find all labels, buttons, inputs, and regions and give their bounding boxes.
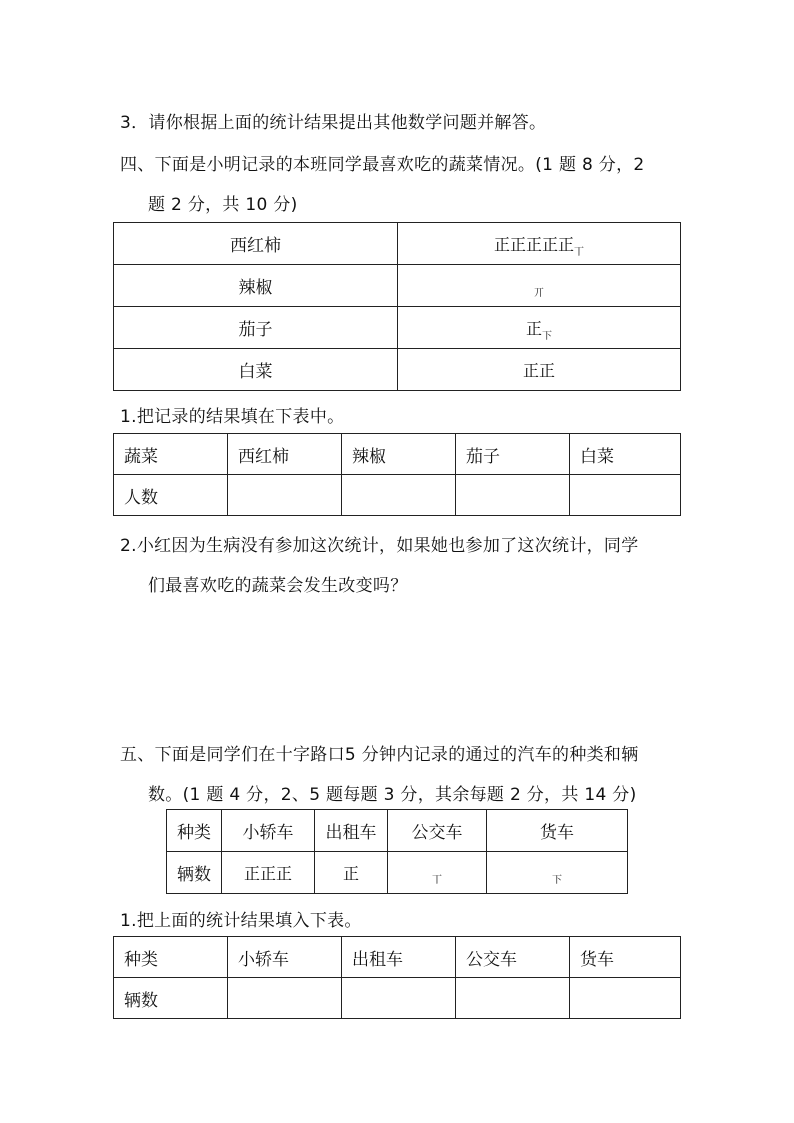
header-cell: 小轿车 xyxy=(228,937,342,978)
header-cell: 西红柿 xyxy=(228,434,342,475)
vegetable-tally-table xyxy=(113,222,681,391)
header-cell: 出租车 xyxy=(315,810,388,852)
table-row xyxy=(114,937,681,978)
section-5-title-cont: 数。(1 题 4 分，2、5 题每题 3 分，其余每题 2 分，共 14 分) xyxy=(148,785,637,805)
table-row xyxy=(114,978,681,1019)
vehicle-tally-table xyxy=(166,809,628,894)
table-row xyxy=(114,475,681,516)
question-3: 3．请你根据上面的统计结果提出其他数学问题并解答。 xyxy=(120,113,547,133)
header-cell: 蔬菜 xyxy=(114,434,228,475)
vegetable-name: 白菜 xyxy=(114,349,398,391)
header-cell: 公交车 xyxy=(456,937,570,978)
vegetable-fill-table xyxy=(113,433,681,516)
answer-cell[interactable] xyxy=(570,978,681,1019)
tally-marks: 正 xyxy=(525,319,542,338)
answer-cell[interactable] xyxy=(342,978,456,1019)
section-4-title: 四、下面是小明记录的本班同学最喜欢吃的蔬菜情况。(1 题 8 分，2 xyxy=(120,155,645,175)
header-cell: 种类 xyxy=(114,937,228,978)
tally-marks: 正正正正正 xyxy=(493,235,574,254)
header-cell: 白菜 xyxy=(570,434,681,475)
section-5-title: 五、下面是同学们在十字路口5 分钟内记录的通过的汽车的种类和辆 xyxy=(120,745,639,765)
section-4-q1: 1.把记录的结果填在下表中。 xyxy=(120,407,345,427)
table-row xyxy=(114,434,681,475)
answer-cell[interactable] xyxy=(456,475,570,516)
answer-cell[interactable] xyxy=(342,475,456,516)
row-label: 辆数 xyxy=(114,978,228,1019)
tally-marks: 正 xyxy=(342,864,359,883)
vegetable-name: 茄子 xyxy=(114,307,398,349)
tally-cell xyxy=(487,852,628,894)
table-row xyxy=(114,265,681,307)
table-row xyxy=(167,810,628,852)
header-cell: 种类 xyxy=(167,810,222,852)
tally-marks: 丅 xyxy=(432,874,442,886)
table-row xyxy=(114,307,681,349)
row-label: 人数 xyxy=(114,475,228,516)
section-4-q2: 2.小红因为生病没有参加这次统计，如果她也参加了这次统计，同学 xyxy=(120,536,639,556)
section-4-q2-cont: 们最喜欢吃的蔬菜会发生改变吗？ xyxy=(148,576,408,596)
header-cell: 小轿车 xyxy=(222,810,315,852)
tally-cell xyxy=(398,349,681,391)
answer-cell[interactable] xyxy=(228,978,342,1019)
vegetable-name: 辣椒 xyxy=(114,265,398,307)
tally-marks: 下 xyxy=(552,874,562,886)
tally-cell xyxy=(398,307,681,349)
answer-cell[interactable] xyxy=(570,475,681,516)
tally-cell xyxy=(398,223,681,265)
tally-tail: 丅 xyxy=(574,247,584,258)
answer-cell[interactable] xyxy=(228,475,342,516)
vehicle-fill-table xyxy=(113,936,681,1019)
vegetable-name: 西红柿 xyxy=(114,223,398,265)
table-row xyxy=(114,223,681,265)
header-cell: 货车 xyxy=(487,810,628,852)
tally-tail: 下 xyxy=(542,331,552,342)
section-5-q1: 1.把上面的统计结果填入下表。 xyxy=(120,911,362,931)
tally-marks: 正正 xyxy=(522,361,555,380)
header-cell: 茄子 xyxy=(456,434,570,475)
tally-cell xyxy=(315,852,388,894)
table-row xyxy=(114,349,681,391)
header-cell: 公交车 xyxy=(388,810,487,852)
row-label: 辆数 xyxy=(167,852,222,894)
header-cell: 辣椒 xyxy=(342,434,456,475)
table-row xyxy=(167,852,628,894)
answer-cell[interactable] xyxy=(456,978,570,1019)
tally-cell xyxy=(398,265,681,307)
tally-marks: 正正正 xyxy=(243,864,292,883)
header-cell: 出租车 xyxy=(342,937,456,978)
tally-tail: 丌 xyxy=(534,287,544,299)
tally-cell xyxy=(388,852,487,894)
tally-cell xyxy=(222,852,315,894)
header-cell: 货车 xyxy=(570,937,681,978)
section-4-title-cont: 题 2 分，共 10 分) xyxy=(148,195,298,215)
